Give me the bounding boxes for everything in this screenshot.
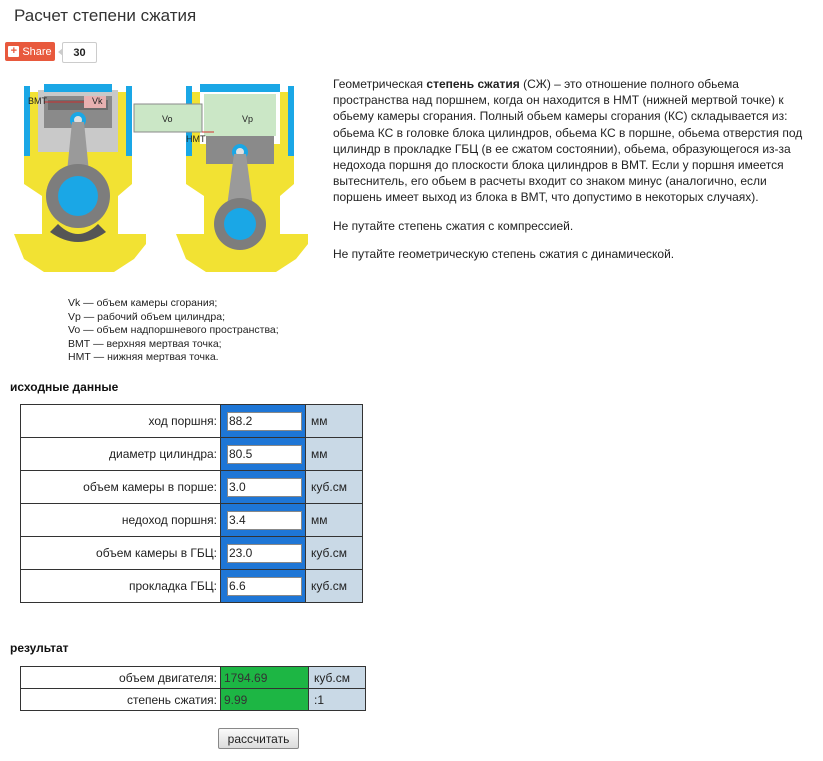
description — [333, 76, 813, 274]
gasket-input[interactable] — [227, 577, 302, 596]
plus-icon: + — [8, 46, 19, 57]
head-chamber-input[interactable] — [227, 544, 302, 563]
bore-unit: мм — [306, 438, 363, 471]
stroke-input[interactable] — [227, 412, 302, 431]
description-paragraph: Не путайте степень сжатия с компрессией. — [333, 218, 574, 233]
gasket-unit: куб.см — [306, 570, 363, 603]
share-button[interactable] — [5, 42, 55, 61]
description-bold-term: степень сжатия — [426, 77, 520, 91]
compression-ratio-value: 9.99 — [221, 689, 309, 711]
legend-item: Vo — объем надпоршневого пространства; — [68, 324, 279, 336]
compression-ratio-label: степень сжатия: — [21, 689, 221, 711]
vp-label: Vp — [242, 114, 254, 124]
piston-chamber-unit: куб.см — [306, 471, 363, 504]
nmt-label: НМТ — [186, 134, 206, 144]
results-table — [20, 666, 366, 711]
bore-input[interactable] — [227, 445, 302, 464]
displacement-value: 1794.69 — [221, 667, 309, 689]
vo-label: Vo — [162, 114, 173, 124]
table-row — [21, 570, 363, 603]
table-row — [21, 504, 363, 537]
legend-item: ВМТ — верхняя мертвая точка; — [68, 337, 222, 350]
piston-chamber-label: объем камеры в порше: — [21, 471, 221, 504]
legend-item: Vk — объем камеры сгорания; — [68, 297, 218, 309]
table-row — [21, 471, 363, 504]
deck-height-input[interactable] — [227, 511, 302, 530]
description-paragraph: Не путайте геометрическую степень сжатия с динамической. — [333, 246, 675, 261]
calculate-button[interactable]: рассчитать — [218, 728, 299, 749]
table-row — [21, 667, 366, 689]
head-chamber-label: объем камеры в ГБЦ: — [21, 537, 221, 570]
vk-label: Vk — [92, 96, 103, 106]
engine-left-image — [14, 84, 146, 272]
legend-item: НМТ — нижняя мертвая точка. — [68, 351, 219, 363]
diagram-legend — [68, 297, 279, 365]
share-count: 30 — [62, 42, 97, 63]
head-chamber-unit: куб.см — [306, 537, 363, 570]
piston-chamber-input[interactable] — [227, 478, 302, 497]
table-row — [21, 689, 366, 711]
deck-height-label: недоход поршня: — [21, 504, 221, 537]
share-label: Share — [22, 45, 52, 58]
stroke-unit: мм — [306, 405, 363, 438]
compression-diagram — [14, 84, 314, 274]
compression-ratio-unit: :1 — [309, 689, 366, 711]
table-row — [21, 438, 363, 471]
gasket-label: прокладка ГБЦ: — [21, 570, 221, 603]
table-row — [21, 405, 363, 438]
displacement-label: объем двигателя: — [21, 667, 221, 689]
table-row — [21, 537, 363, 570]
description-text: (СЖ) – это отношение полного обьема пространства над поршнем, когда он находится в НМТ (нижней мертвой точке) к обьему камеры сгорания. Полный обьем камеры сгорания (КС) складывается из: обьема КС в головке блока цилиндров, обьема КС в поршне, обьема отверстия под цилиндр в прокладке ГБЦ (в ее сжатом состоянии), обьема, образующегося из-за недохода поршня до плоскости блока цилиндров в ВМТ. Если у поршня имеется вытеснитель, его обьем в расчеты входит со знаком минус (аналогично, если поршень имеет выход из блока в ВМТ, что допустимо в некоторых случаях). — [333, 77, 803, 205]
bmt-label: ВМТ — [28, 96, 47, 106]
results-heading: результат — [10, 641, 69, 655]
legend-item: Vp — рабочий объем цилиндра; — [68, 310, 226, 323]
inputs-table — [20, 404, 363, 603]
page-title: Расчет степени сжатия — [14, 6, 197, 25]
displacement-unit: куб.см — [309, 667, 366, 689]
deck-height-unit: мм — [306, 504, 363, 537]
inputs-heading: исходные данные — [10, 380, 119, 394]
description-text: Геометрическая — [333, 77, 427, 91]
stroke-label: ход поршня: — [21, 405, 221, 438]
bore-label: диаметр цилиндра: — [21, 438, 221, 471]
description-paragraph — [333, 76, 813, 206]
